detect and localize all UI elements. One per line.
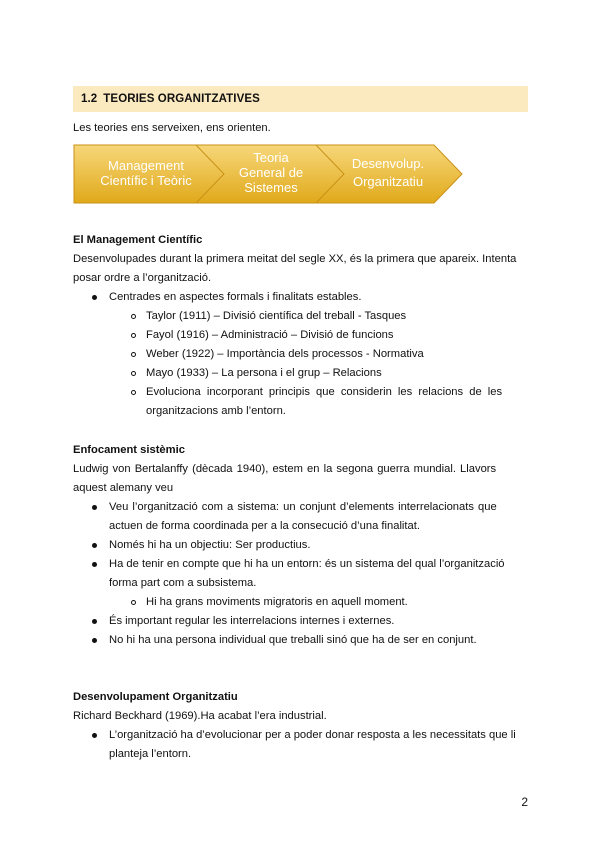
bullet-circle bbox=[131, 371, 136, 376]
development-heading: Desenvolupament Organitzatiu bbox=[73, 691, 238, 703]
systems-bullet-3-line-1: Ha de tenir en compte que hi ha un entorn: és un sistema del qual l’organització bbox=[109, 558, 505, 570]
bullet-dot bbox=[92, 638, 97, 643]
systems-bullet-3-line-2: forma part com a subsistema. bbox=[109, 577, 257, 589]
bullet-dot bbox=[92, 562, 97, 567]
management-subitem-evolution-line-2: organitzacions amb l’entorn. bbox=[146, 405, 286, 417]
bullet-dot bbox=[92, 295, 97, 300]
management-para-line-2: posar ordre a l’organització. bbox=[73, 272, 212, 284]
section-title: TEORIES ORGANITZATIVES bbox=[103, 93, 260, 105]
step-3-line-2: Organitzatiu bbox=[352, 174, 424, 189]
bullet-dot bbox=[92, 619, 97, 624]
management-subitem-taylor: Taylor (1911) – Divisió científica del treball - Tasques bbox=[146, 310, 407, 322]
process-chevron-diagram bbox=[0, 142, 600, 222]
step-2-line-3: Sistemes bbox=[244, 180, 298, 195]
systems-bullet-5: No hi ha una persona individual que treballi sinó que ha de ser en conjunt. bbox=[109, 634, 477, 646]
step-2-line-1: Teoria bbox=[253, 150, 289, 165]
management-bullet: Centrades en aspectes formals i finalitats estables. bbox=[109, 291, 362, 303]
page-number: 2 bbox=[521, 795, 528, 809]
bullet-circle bbox=[131, 333, 136, 338]
step-3-line-1: Desenvolup. bbox=[351, 156, 425, 171]
management-subitem-fayol: Fayol (1916) – Administració – Divisió de funcions bbox=[146, 329, 394, 341]
management-subitem-evolution-line-1: Evoluciona incorporant principis que considerin les relacions de les bbox=[146, 386, 503, 398]
management-subitem-mayo: Mayo (1933) – La persona i el grup – Relacions bbox=[146, 367, 382, 379]
management-subitem-weber: Weber (1922) – Importància dels processos - Normativa bbox=[146, 348, 424, 360]
step-1-line-1: Management bbox=[108, 158, 184, 173]
systems-bullet-1-line-2: actuen de forma coordinada per a la consecució d’una finalitat. bbox=[109, 520, 420, 532]
bullet-dot bbox=[92, 733, 97, 738]
bullet-circle bbox=[131, 314, 136, 319]
step-1-line-2: Científic i Teòric bbox=[100, 173, 192, 188]
systems-para-line-1: Ludwig von Bertalanffy (dècada 1940), estem en la segona guerra mundial. Llavors bbox=[73, 463, 497, 475]
bullet-dot bbox=[92, 543, 97, 548]
development-bullet-1-line-1: L’organització ha d’evolucionar per a poder donar resposta a les necessitats que li bbox=[109, 729, 516, 741]
bullet-circle bbox=[131, 600, 136, 605]
systems-heading: Enfocament sistèmic bbox=[73, 444, 185, 456]
systems-bullet-4: És important regular les interrelacions internes i externes. bbox=[109, 615, 395, 627]
development-bullet-1-line-2: planteja l’entorn. bbox=[109, 748, 192, 760]
bullet-circle bbox=[131, 352, 136, 357]
step-2-line-2: General de bbox=[238, 165, 304, 180]
management-heading: El Management Científic bbox=[73, 234, 203, 246]
systems-para-line-2: aquest alemany veu bbox=[73, 482, 174, 494]
systems-bullet-3-subitem: Hi ha grans moviments migratoris en aquell moment. bbox=[146, 596, 408, 608]
bullet-circle bbox=[131, 390, 136, 395]
section-number: 1.2 bbox=[81, 93, 98, 105]
section-heading-banner bbox=[73, 86, 528, 112]
management-para-line-1: Desenvolupades durant la primera meitat del segle XX, és la primera que apareix. Intenta bbox=[73, 253, 517, 265]
development-para: Richard Beckhard (1969).Ha acabat l’era industrial. bbox=[73, 710, 327, 722]
intro-text: Les teories ens serveixen, ens orienten. bbox=[73, 122, 271, 134]
bullet-dot bbox=[92, 505, 97, 510]
systems-bullet-2: Només hi ha un objectiu: Ser productius. bbox=[109, 539, 311, 551]
systems-bullet-1-line-1: Veu l’organització com a sistema: un conjunt d’elements interrelacionats que bbox=[109, 501, 497, 513]
